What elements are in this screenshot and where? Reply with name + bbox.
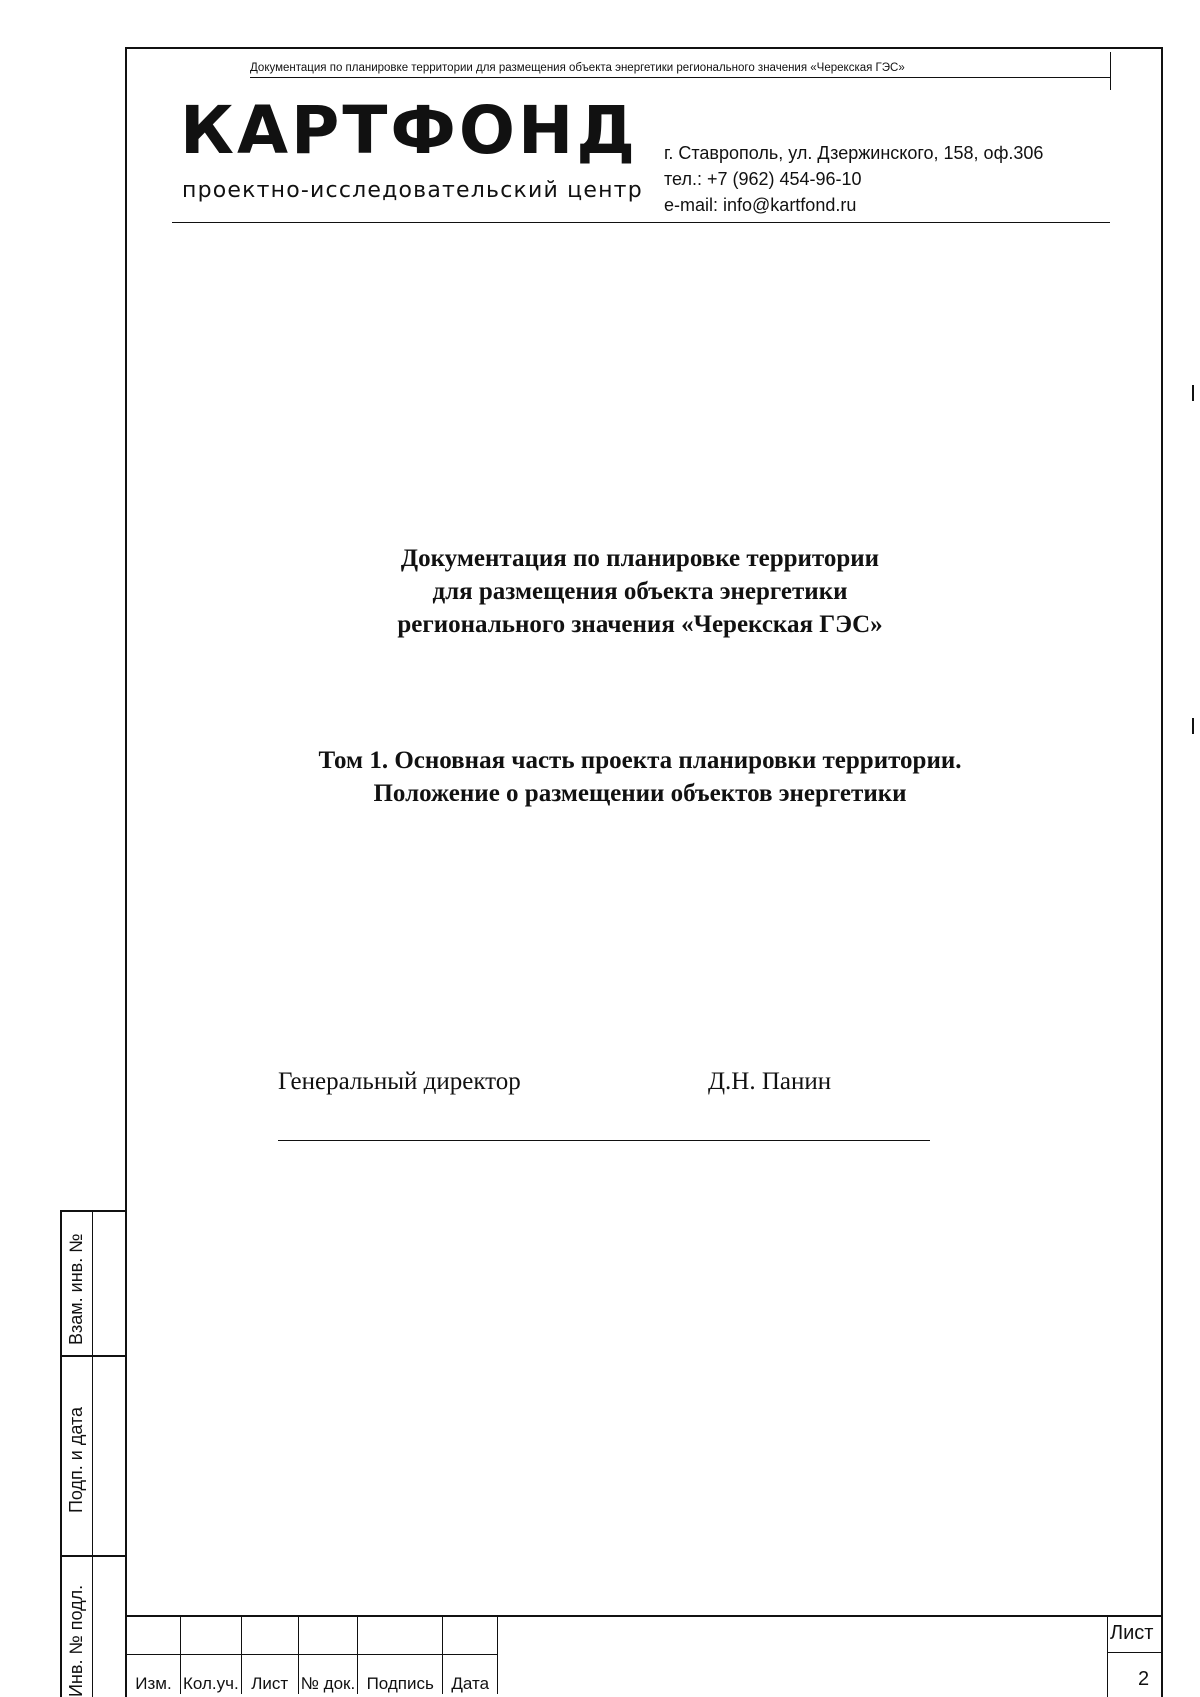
- company-email: e-mail: info@kartfond.ru: [664, 195, 857, 215]
- revision-table: [127, 1615, 498, 1694]
- revision-cell: [443, 1615, 498, 1655]
- revision-cell: [358, 1615, 443, 1655]
- header-divider: [1110, 52, 1111, 90]
- signer-role: Генеральный директор: [278, 1068, 521, 1095]
- revision-header-count: Кол.уч.: [181, 1655, 242, 1695]
- signature-line: [278, 1140, 930, 1141]
- revision-header-change: Изм.: [127, 1655, 181, 1695]
- revision-header-signature: Подпись: [358, 1655, 443, 1695]
- company-contacts: [664, 140, 1043, 218]
- document-title-line: Документация по планировке территории: [400, 545, 880, 572]
- side-stamp-field-replacement: Взам. инв. №: [66, 1233, 86, 1345]
- revision-cell: [241, 1615, 298, 1655]
- revision-cell: [127, 1615, 181, 1655]
- volume-title-line: Том 1. Основная часть проекта планировки территории.: [318, 747, 962, 774]
- volume-title-line: Положение о размещении объектов энергетики: [373, 780, 907, 807]
- sheet-divider: [1107, 1652, 1163, 1653]
- scan-mark: [1192, 718, 1194, 734]
- revision-cell: [298, 1615, 358, 1655]
- company-phone: тел.: +7 (962) 454-96-10: [664, 169, 862, 189]
- revision-header-sheet: Лист: [241, 1655, 298, 1695]
- document-title: [140, 542, 1140, 641]
- side-stamp-vline: [92, 1210, 93, 1697]
- header-rule: [172, 222, 1110, 223]
- company-logo-subtitle: проектно-исследовательский центр: [182, 178, 643, 203]
- side-stamp-divider: [60, 1555, 126, 1557]
- volume-title: [140, 744, 1140, 810]
- document-title-line: для размещения объекта энергетики: [432, 578, 848, 605]
- company-logo: КАРТФОНД: [180, 92, 638, 169]
- revision-cell: [181, 1615, 242, 1655]
- side-stamp-field-inventory: Инв. № подл.: [66, 1584, 86, 1697]
- document-title-line: регионального значения «Черекская ГЭС»: [397, 611, 883, 638]
- signer-name: Д.Н. Панин: [708, 1068, 832, 1095]
- running-title: Документация по планировке территории для размещения объекта энергетики регионального значения «Черекская ГЭС»: [250, 62, 1110, 78]
- revision-header-date: Дата: [443, 1655, 498, 1695]
- page-frame: [125, 47, 1163, 1697]
- sheet-number: 2: [1138, 1668, 1150, 1690]
- company-address: г. Ставрополь, ул. Дзержинского, 158, оф.306: [664, 143, 1044, 163]
- side-stamp-field-signature-date: Подп. и дата: [66, 1406, 86, 1513]
- side-stamp-divider: [60, 1355, 126, 1357]
- scan-mark: [1192, 385, 1194, 401]
- revision-header-doc-no: № док.: [298, 1655, 358, 1695]
- sheet-label: Лист: [1110, 1622, 1154, 1644]
